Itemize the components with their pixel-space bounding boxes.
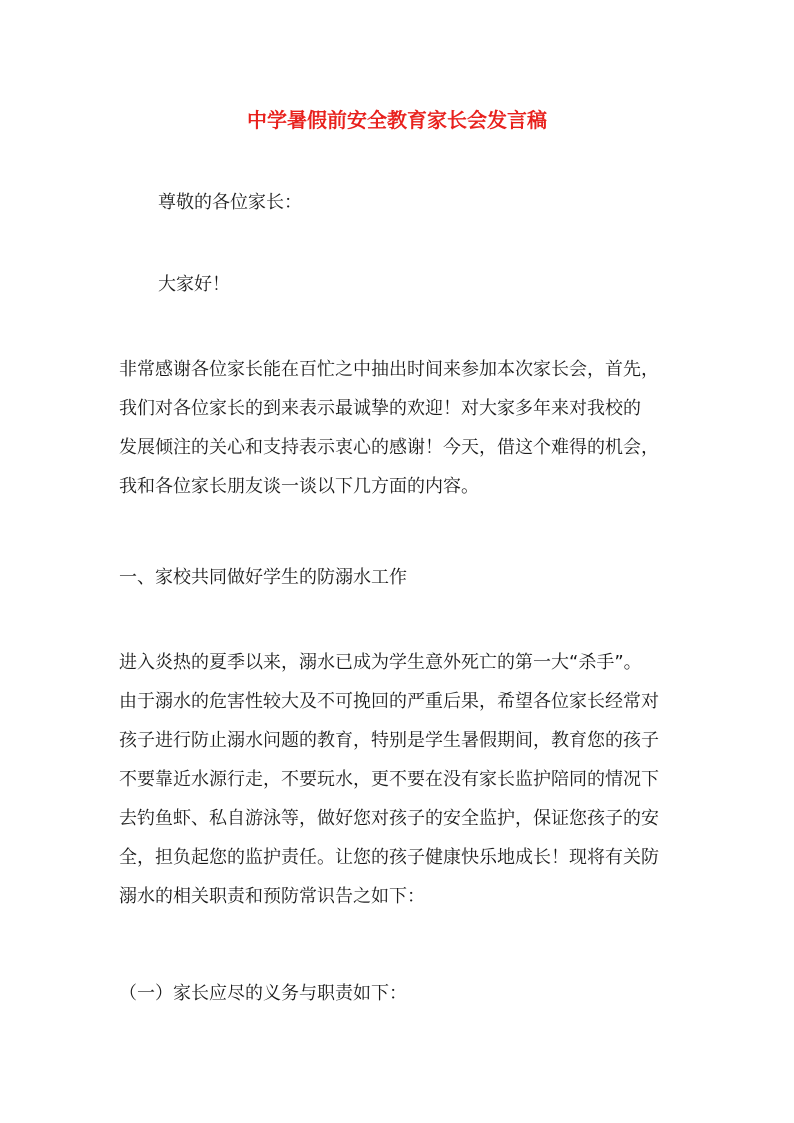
paragraph-line: 由于溺水的危害性较大及不可挽回的严重后果，希望各位家长经常对: [119, 691, 659, 712]
intro-paragraph: [119, 350, 689, 506]
paragraph-line: 去钓鱼虾、私自游泳等，做好您对孩子的安全监护，保证您孩子的安: [119, 808, 659, 829]
paragraph-line: 孩子进行防止溺水问题的教育，特别是学生暑假期间，教育您的孩子: [119, 730, 659, 751]
greeting: 大家好！: [158, 274, 230, 295]
intro-line: 我们对各位家长的到来表示最诚挚的欢迎！对大家多年来对我校的: [119, 398, 641, 419]
subsection-heading: （一）家长应尽的义务与职责如下：: [119, 983, 407, 1004]
document-title: 中学暑假前安全教育家长会发言稿: [247, 108, 547, 132]
intro-line: 发展倾注的关心和支持表示衷心的感谢！今天，借这个难得的机会，: [119, 437, 659, 458]
intro-line: 我和各位家长朋友谈一谈以下几方面的内容。: [119, 476, 479, 497]
paragraph-line: 溺水的相关职责和预防常识告之如下：: [119, 886, 425, 907]
paragraph-line: 不要靠近水源行走，不要玩水，更不要在没有家长监护陪同的情况下: [119, 769, 659, 790]
intro-line: 非常感谢各位家长能在百忙之中抽出时间来参加本次家长会，首先，: [119, 359, 659, 380]
section-heading: 一、家校共同做好学生的防溺水工作: [119, 567, 407, 588]
salutation: 尊敬的各位家长：: [158, 192, 302, 213]
paragraph-line: 进入炎热的夏季以来，溺水已成为学生意外死亡的第一大“杀手”。: [119, 652, 642, 673]
section1-paragraph: [119, 643, 689, 916]
paragraph-line: 全，担负起您的监护责任。让您的孩子健康快乐地成长！现将有关防: [119, 847, 659, 868]
